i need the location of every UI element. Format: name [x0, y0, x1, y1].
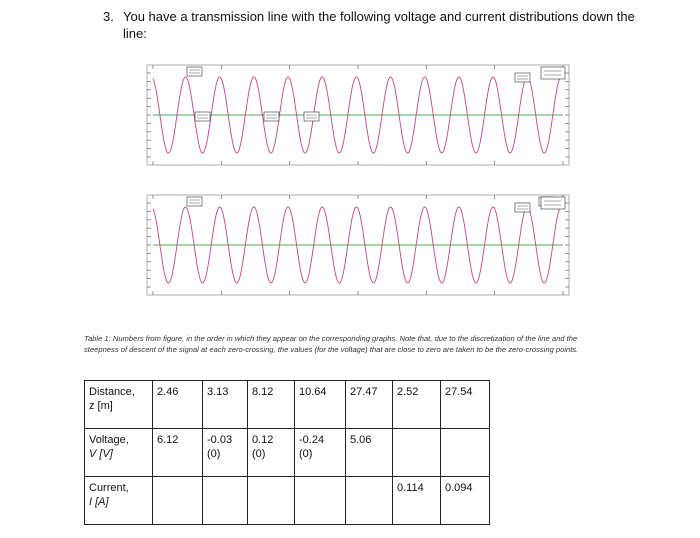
cell-value: 3.13: [207, 386, 229, 398]
table-cell: [153, 477, 203, 525]
legend-box: [541, 197, 565, 209]
cell-value: 27.54: [445, 386, 473, 398]
table-cell: [153, 429, 203, 477]
row-header-current: Current, I [A]: [85, 477, 153, 525]
table-cell: [441, 429, 490, 477]
table-cell: [441, 381, 490, 429]
cell-value: 0.094: [445, 482, 473, 494]
datatip-box: [515, 203, 530, 212]
table-cell: [295, 381, 346, 429]
cell-value: 6.12: [157, 434, 179, 446]
table-cell: [203, 381, 248, 429]
table-caption: Table 1: Numbers from figure, in the order in which they appear on the corresponding graphs. Note that, due to the discretization of the line and the steepness of descent of the signal at each zero-crossing, the values (for the voltage) that are close to zero are taken to be the zero-crossing points.: [84, 334, 579, 354]
row-header-distance: Distance, z [m]: [85, 381, 153, 429]
cell-value: 2.52: [397, 386, 419, 398]
datatip-box: [264, 112, 279, 121]
cell-value: 0.12: [252, 434, 274, 446]
datatip-box: [195, 112, 210, 121]
voltage-plot: [147, 65, 569, 165]
datatip-box: [304, 112, 319, 121]
table-cell: [248, 381, 295, 429]
cell-value: (0): [207, 448, 221, 460]
table-row-distance: [85, 381, 490, 429]
question-number: 3.: [103, 9, 114, 24]
table-cell: [441, 477, 490, 525]
table-cell: [248, 429, 295, 477]
cell-value: 10.64: [299, 386, 327, 398]
cell-value: (0): [252, 448, 266, 460]
datatip-box: [515, 73, 530, 82]
table-cell: [393, 429, 441, 477]
cell-value: 5.06: [350, 434, 372, 446]
table-cell: [393, 477, 441, 525]
table-row-current: [85, 477, 490, 525]
cell-value: -0.24: [299, 434, 325, 446]
cell-value: (0): [299, 448, 313, 460]
current-plot-canvas: [147, 195, 569, 295]
table-cell: [346, 429, 393, 477]
table-cell: [295, 429, 346, 477]
table-cell: [346, 381, 393, 429]
data-table: [84, 380, 490, 525]
table-cell: [203, 429, 248, 477]
question-text: You have a transmission line with the following voltage and current distributions down the line:: [123, 9, 635, 41]
cell-value: 27.47: [350, 386, 378, 398]
table-row-voltage: [85, 429, 490, 477]
current-plot: [147, 195, 569, 295]
row-header-voltage: Voltage, V [V]: [85, 429, 153, 477]
table-cell: [153, 381, 203, 429]
table-cell: [393, 381, 441, 429]
voltage-plot-canvas: [147, 65, 569, 165]
cell-value: 2.46: [157, 386, 179, 398]
cell-value: 8.12: [252, 386, 274, 398]
table-cell: [248, 477, 295, 525]
cell-value: -0.03: [207, 434, 233, 446]
cell-value: 0.114: [397, 482, 424, 494]
table-cell: [295, 477, 346, 525]
datatip-box: [187, 67, 202, 76]
table-cell: [203, 477, 248, 525]
datatip-box: [187, 197, 202, 206]
table-cell: [346, 477, 393, 525]
legend-box: [541, 67, 565, 79]
